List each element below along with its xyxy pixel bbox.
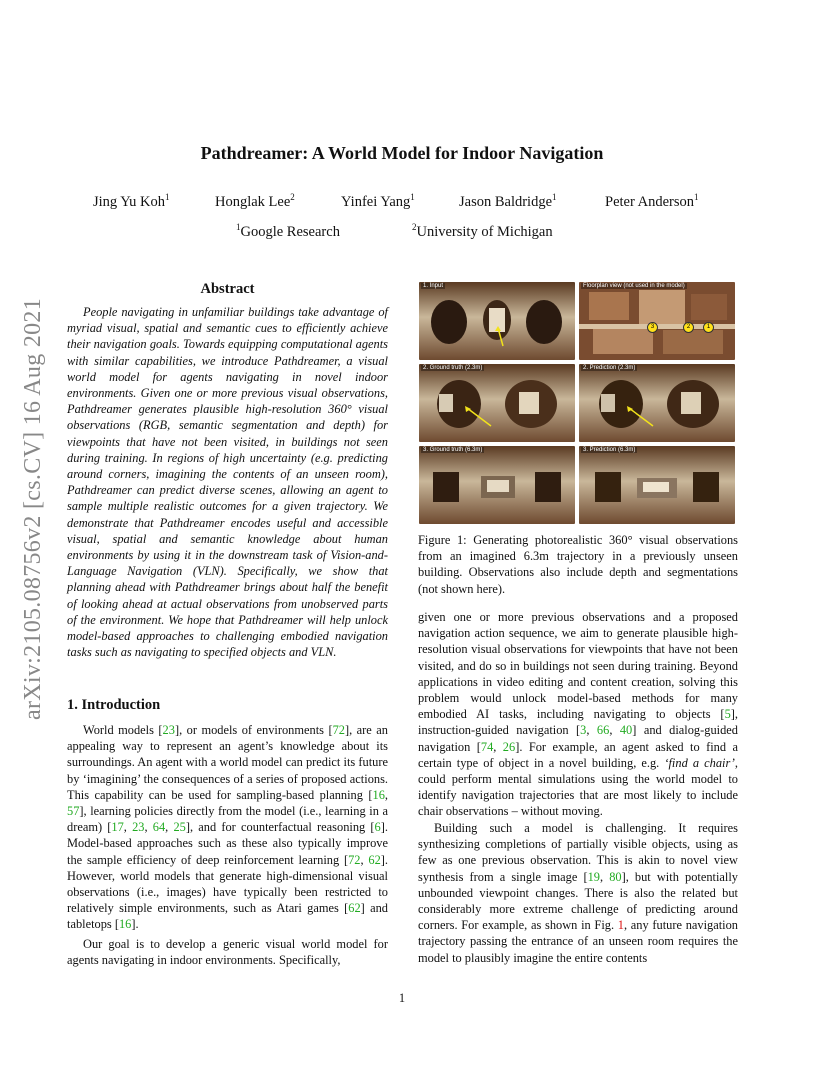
abstract-text: People navigating in unfamiliar buildings take advantage of myriad visual, spatial and semantic cues to efficiently achieve their navigation goals. Towards equipping computational agents with similar capabilities, we introduce Pathdreamer, a visual world model for agents navigating in novel indoor environments. Given one or more previous visual observations, Pathdreamer generates plausible high-resolution 360° visual observations (RGB, semantic segmentation and depth) for viewpoints that have not been visited, in buildings not seen during training. In regions of high uncertainty (e.g. predicting around corners, imagining the contents of an unseen room), Pathdreamer can predict diverse scenes, allowing an agent to sample multiple realistic outcomes for a given trajectory. We demonstrate that Pathdreamer encodes useful and accessible visual, spatial and semantic knowledge about human environments by using it in the downstream task of Vision-and-Language Navigation (VLN). Specifically, we show that planning ahead with Pathdreamer brings about half the benefit of looking ahead at actual observations from unobserved parts of the environment. We hope that Pathdreamer will help unlock model-based approaches to challenging embodied navigation tasks such as navigating to specified objects and VLN. (67, 305, 388, 660)
citation-link[interactable]: 17 (111, 820, 124, 835)
citation-link[interactable]: 64 (152, 820, 166, 835)
page-number: 1 (398, 991, 406, 1005)
citation-link[interactable]: 3 (580, 723, 587, 738)
floorplan-image (579, 282, 735, 360)
citation-link[interactable]: 80 (609, 869, 622, 884)
panel-input (419, 282, 575, 360)
figure-caption: Figure 1: Generating photorealistic 360° visual observations from an imagined 6.3m trajectory in a previously unseen building. Observations also include depth and segmentations (not shown here). (418, 533, 738, 596)
citation-link[interactable]: 6 (374, 820, 381, 835)
panel-label: 3. Ground truth (6.3m) (423, 447, 483, 453)
panorama-image (579, 446, 735, 524)
citation-link[interactable]: 62 (348, 901, 361, 916)
figure-1 (419, 282, 736, 524)
citation-link[interactable]: 72 (348, 852, 361, 867)
citation-link[interactable]: 57 (67, 804, 80, 819)
panel-label: 3. Prediction (6.3m) (583, 447, 636, 453)
affiliation-1: $^1$Google Research (236, 222, 340, 240)
panorama-image (419, 282, 575, 360)
paper-title: Pathdreamer: A World Model for Indoor Navigation (200, 143, 604, 163)
right-column-paragraph-2: Building such a model is challenging. It requires synthesizing completions of partially visible objects, using as few as one previous observation. This is akin to novel view synthesis from a single image [19, 80], but with potentially unbounded viewpoint changes. There is also the related but considerably more extreme challenge of predicting around corners. For example, as shown in Fig. 1, any future navigation trajectory passing the entrance of an unseen room requires the model to plausibly imagine the entire contents (418, 821, 739, 965)
arxiv-identifier: arXiv:2105.08756v2 [cs.CV] 16 Aug 2021 (20, 297, 46, 720)
panel-label: 2. Ground truth (2.3m) (423, 365, 483, 371)
panel-prediction-3 (579, 446, 735, 524)
citation-link[interactable]: 23 (132, 820, 145, 835)
panel-ground-truth-2 (419, 364, 575, 442)
abstract-heading: Abstract (200, 281, 255, 297)
citation-link[interactable]: 62 (368, 852, 381, 867)
panorama-image (419, 364, 575, 442)
citation-link[interactable]: 72 (332, 723, 345, 737)
affiliation-2: $^2$University of Michigan (412, 222, 553, 240)
panel-ground-truth-3 (419, 446, 575, 524)
panel-prediction-2 (579, 364, 735, 442)
author-3: Yinfei Yang$^1$ (341, 192, 415, 210)
trajectory-marker-3: 3 (647, 322, 658, 333)
panorama-image (579, 364, 735, 442)
author-2: Honglak Lee$^2$ (215, 192, 295, 210)
panel-floorplan (579, 282, 735, 360)
citation-link[interactable]: 74 (480, 739, 494, 754)
trajectory-marker-1: 1 (703, 322, 714, 333)
citation-link[interactable]: 19 (587, 869, 600, 884)
citation-link[interactable]: 26 (502, 739, 516, 754)
figure-reference-link[interactable]: 1 (617, 918, 624, 933)
citation-link[interactable]: 16 (118, 917, 132, 932)
citation-link[interactable]: 66 (596, 723, 610, 738)
citation-link[interactable]: 40 (619, 723, 633, 738)
citation-link[interactable]: 23 (162, 723, 175, 737)
panel-label: Floorplan view (not used in the model) (583, 283, 685, 289)
author-5: Peter Anderson$^1$ (605, 192, 699, 210)
right-column-paragraph-1: given one or more previous observations and a proposed navigation action sequence, we aim to generate plausible high-resolution visual observations for viewpoints that have not been visited, and do so in buildings not seen during training. Beyond applications in video editing and content creation, solving this problem would unlock model-based methods for many embodied AI tasks, including navigating to objects [5], instruction-guided navigation [3, 66, 40] and dialog-guided navigation [74, 26]. For example, an agent asked to find a certain type of object in a novel building, e.g. ‘find a chair’, could perform mental simulations using the world model to identify navigation trajectories that are most likely to include chair observations – without moving. (418, 610, 738, 819)
citation-link[interactable]: 16 (372, 787, 385, 802)
panel-label: 2. Prediction (2.3m) (583, 365, 636, 371)
author-4: Jason Baldridge$^1$ (459, 192, 557, 210)
introduction-heading: 1. Introduction (67, 697, 161, 713)
citation-link[interactable]: 25 (173, 820, 186, 835)
intro-paragraph-1: World models [23], or models of environments [72], are an appealing way to represent an agent’s knowledge about its surroundings. An agent with a world model can predict its future by ‘imagining’ the consequences of a series of proposed actions. This capability can be used for sampling-based planning [16, 57], learning policies directly from the model (i.e., learning in a dream) [17, 23, 64, 25], and for counterfactual reasoning [6]. Model-based approaches such as these also typically improve the sample efficiency of deep reinforcement learning [72, 62]. However, world models that generate high-dimensional visual observations (i.e., images) have typically been restricted to relatively simple environments, such as Atari games [62] and tabletops [16]. (67, 723, 388, 932)
panel-label: 1. Input (423, 283, 444, 289)
trajectory-marker-2: 2 (683, 322, 694, 333)
intro-paragraph-2: Our goal is to develop a generic visual world model for agents navigating in indoor environments. Specifically, (67, 937, 388, 968)
panorama-image (419, 446, 575, 524)
author-1: Jing Yu Koh$^1$ (93, 192, 170, 210)
emphasis-text: ‘find a chair’ (664, 755, 735, 770)
citation-link[interactable]: 5 (724, 707, 731, 722)
